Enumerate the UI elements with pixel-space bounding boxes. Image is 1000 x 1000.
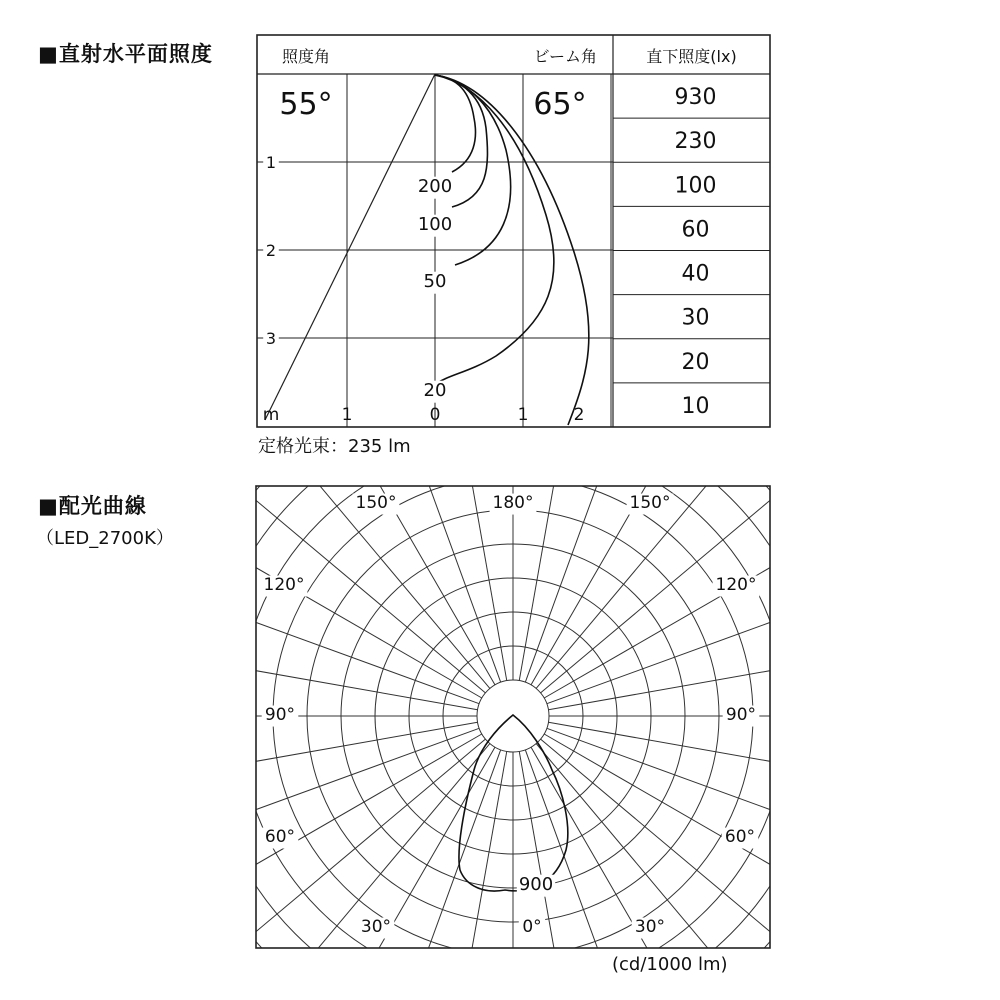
rated-flux-note: 定格光束：235 lm — [258, 436, 411, 457]
polar-radial-line — [0, 728, 479, 989]
distance-label: 1 — [265, 153, 277, 172]
angle-label-60: 60° — [264, 827, 296, 847]
direct-illuminance-value: 10 — [681, 393, 710, 419]
contour-label: 50 — [423, 271, 447, 292]
angle-label-120: 120° — [715, 575, 757, 595]
direct-illuminance-value: 60 — [681, 217, 710, 243]
scale-label: 900 — [518, 874, 554, 895]
beam-angle-value: 65° — [533, 87, 587, 122]
polar-grid-circle — [0, 470, 1000, 1000]
angle-label-90: 90° — [725, 705, 757, 725]
polar-radial-line — [0, 470, 482, 698]
angle-label-top: 150° — [355, 493, 397, 513]
angle-label-bottom: 30° — [360, 917, 392, 937]
header-beam-angle: ビーム角 — [533, 47, 597, 66]
distance-unit: m — [262, 405, 280, 425]
polar-radial-line — [0, 470, 485, 693]
x-tick-label: 0 — [429, 405, 441, 425]
polar-grid-circle — [1, 470, 1000, 1000]
polar-chart — [0, 470, 1000, 1000]
direct-illuminance-value: 230 — [674, 129, 717, 155]
section-illuminance-heading: ■直射水平面照度 — [38, 42, 213, 66]
polar-radial-line — [0, 739, 485, 1000]
polar-radial-line — [0, 744, 490, 1000]
polar-radial-line — [547, 728, 1000, 989]
illuminance-chart-group — [257, 35, 770, 427]
direct-illuminance-value: 930 — [674, 85, 717, 111]
illuminance-chart — [0, 0, 1000, 470]
x-tick-label: 2 — [573, 405, 585, 425]
header-illuminance-angle: 照度角 — [282, 47, 331, 66]
polar-grid — [0, 470, 1000, 1000]
distance-label: 3 — [265, 329, 277, 348]
direct-illuminance-value: 30 — [681, 305, 710, 331]
direct-illuminance-value: 100 — [674, 173, 717, 199]
angle-label-90: 90° — [264, 705, 296, 725]
polar-radial-line — [0, 577, 478, 710]
contour-label: 100 — [417, 214, 453, 235]
unit-note: (cd/1000 lm) — [612, 954, 728, 975]
contour-label: 20 — [423, 380, 447, 401]
polar-chart-group — [0, 470, 1000, 1000]
polar-radial-line — [0, 470, 490, 688]
polar-radial-line — [0, 722, 478, 855]
contour-label: 200 — [417, 176, 453, 197]
polar-radial-line — [536, 470, 1000, 688]
angle-label-top: 180° — [492, 493, 534, 513]
polar-radial-line — [547, 470, 1000, 704]
polar-grid-circle — [0, 470, 1000, 1000]
angle-label-bottom: 0° — [522, 917, 542, 937]
section-distribution-heading: ■配光曲線 — [38, 494, 147, 518]
direct-illuminance-value: 40 — [681, 261, 710, 287]
header-direct-illuminance: 直下照度(lx) — [646, 47, 737, 66]
angle-label-60: 60° — [724, 827, 756, 847]
angle-label-120: 120° — [263, 575, 305, 595]
polar-radial-line — [113, 747, 495, 1000]
x-tick-label: 1 — [517, 405, 529, 425]
angle-label-top: 150° — [629, 493, 671, 513]
polar-radial-line — [0, 734, 482, 1000]
polar-radial-line — [548, 722, 1000, 855]
polar-radial-line — [548, 577, 1000, 710]
polar-radial-line — [544, 470, 1000, 698]
polar-radial-line — [0, 470, 479, 704]
distance-label: 2 — [265, 241, 277, 260]
angle-label-bottom: 30° — [634, 917, 666, 937]
polar-radial-line — [536, 744, 1000, 1000]
section-distribution-subheading: （LED_2700K） — [36, 528, 174, 549]
direct-illuminance-value: 20 — [681, 349, 710, 375]
illuminance-angle-value: 55° — [279, 87, 333, 122]
x-tick-label: 1 — [341, 405, 353, 425]
illuminance-angle-line — [265, 74, 435, 420]
